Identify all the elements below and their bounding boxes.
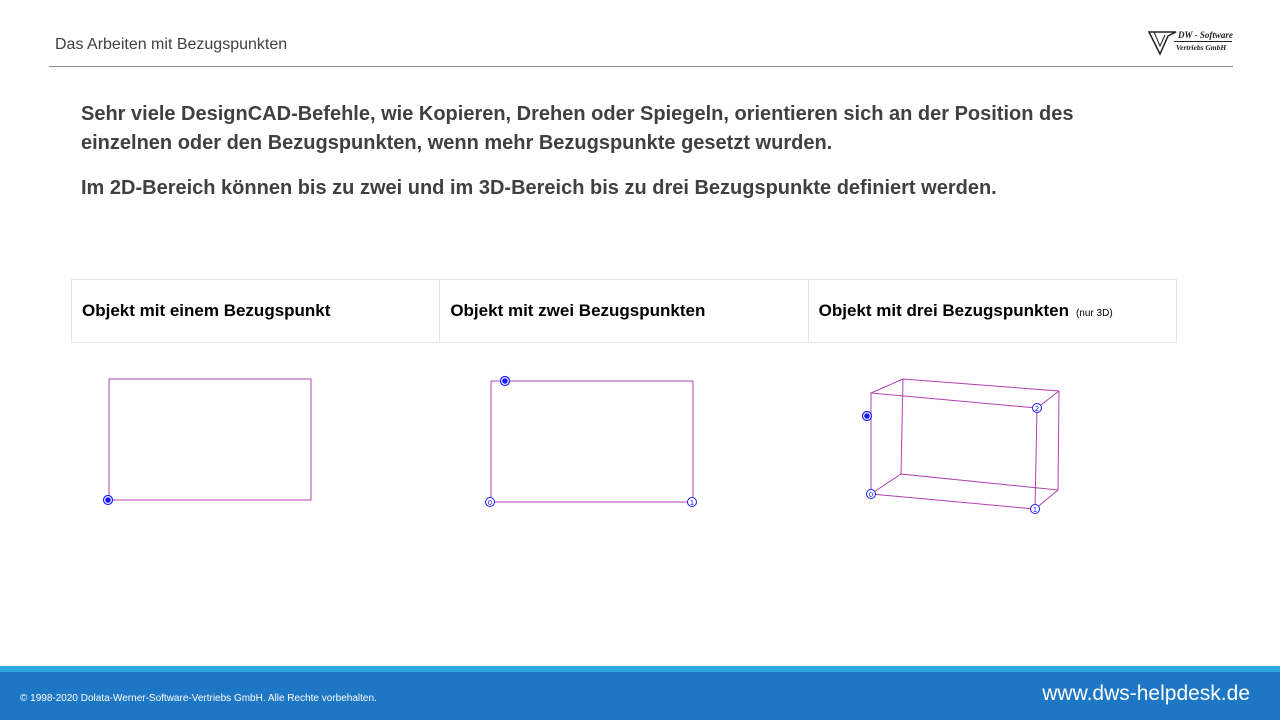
handle-0-label: 0: [868, 491, 874, 499]
footer-url-link[interactable]: www.dws-helpdesk.de: [1042, 682, 1250, 705]
box-edge: [871, 474, 901, 494]
intro-paragraph: Sehr viele DesignCAD-Befehle, wie Kopieren, Drehen oder Spiegeln, orientieren sich an der Position des einzelnen oder den Bezugspunkten, wenn mehr Bezugspunkte gesetzt wurden.: [81, 103, 1074, 154]
handle-1-label: 1: [1032, 506, 1038, 514]
box-edge: [871, 379, 903, 393]
diagram-two-points: [486, 377, 697, 508]
box-front-face: [868, 393, 1040, 509]
reference-point-handle: [104, 496, 113, 505]
handle-1-label: 1: [689, 499, 695, 507]
reference-limits-paragraph: Im 2D-Bereich können bis zu zwei und im 3D-Bereich bis zu drei Bezugspunkte definiert werden.: [81, 177, 997, 199]
logo-text-line1: DW - Software: [1178, 30, 1233, 40]
handle-2-label: 2: [1034, 405, 1040, 413]
table-cell-label: Objekt mit drei Bezugspunkten: [818, 301, 1069, 320]
footer-accent-stripe: [0, 666, 1280, 672]
reference-point-handle: [863, 412, 872, 421]
diagram-one-point: [104, 379, 312, 505]
handle-0-label: 0: [487, 499, 493, 507]
table-cell-label: Objekt mit einem Bezugspunkt: [82, 301, 331, 320]
header-title: Das Arbeiten mit Bezugspunkten: [55, 36, 288, 53]
footer-bar: [0, 666, 1280, 720]
table-cell-note: (nur 3D): [1075, 307, 1113, 319]
diagram-three-points: [868, 379, 1059, 509]
handle-0-icon: [486, 498, 495, 508]
logo-text-line2: Vertriebs GmbH: [1176, 43, 1227, 52]
rectangle-outline: [491, 381, 693, 502]
handle-2-icon: [1033, 404, 1042, 414]
handle-0-icon: [867, 490, 876, 500]
footer-copyright: © 1998-2020 Dolata-Werner-Software-Vertriebs GmbH. Alle Rechte vorbehalten.: [20, 693, 377, 704]
handle-1-icon: [1031, 505, 1040, 515]
handle-1-icon: [688, 498, 697, 508]
reference-point-handle: [501, 377, 510, 386]
rectangle-outline: [109, 379, 311, 500]
table-cell-label: Objekt mit zwei Bezugspunkten: [450, 301, 706, 320]
